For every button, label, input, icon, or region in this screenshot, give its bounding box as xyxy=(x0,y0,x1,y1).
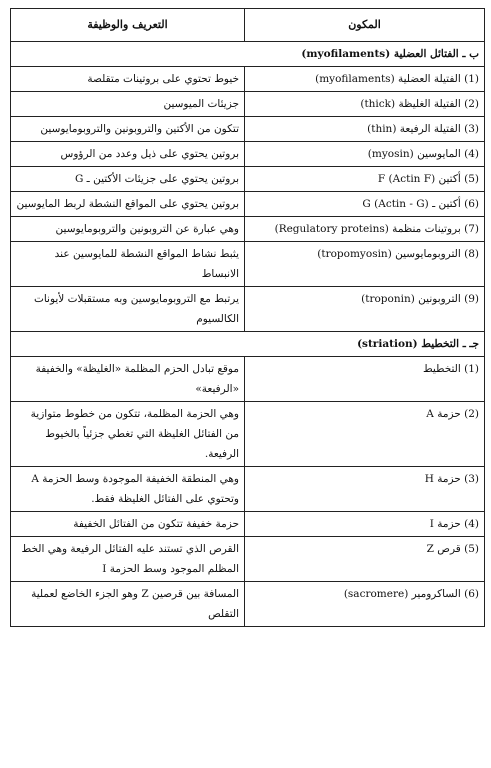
component-cell: (3) حزمة H xyxy=(245,467,485,512)
component-cell: (3) الفتيلة الرفيعة (thin) xyxy=(245,117,485,142)
definition-cell: حزمة خفيفة تتكون من الفتائل الخفيفة xyxy=(11,512,245,537)
component-cell: (9) التروبونين (troponin) xyxy=(245,287,485,332)
definition-cell: وهي عبارة عن التروبونين والتروبومايوسين xyxy=(11,217,245,242)
component-cell: (7) بروتينات منظمة (Regulatory proteins) xyxy=(245,217,485,242)
component-cell: (5) قرص Z xyxy=(245,537,485,582)
table-row xyxy=(11,142,485,167)
definition-cell: يرتبط مع التروبومايوسين وبه مستقبلات لأيونات الكالسيوم xyxy=(11,287,245,332)
component-cell: (5) أكتين F (Actin F) xyxy=(245,167,485,192)
definition-cell: تتكون من الأكتين والتروبونين والتروبومايوسين xyxy=(11,117,245,142)
table-row xyxy=(11,357,485,402)
definition-header: التعريف والوظيفة xyxy=(11,9,245,42)
definition-cell: وهي الحزمة المظلمة، تتكون من خطوط متوازية من الفتائل الغليظة التي تغطي جزئياً بالخيوط الرفيعة. xyxy=(11,402,245,467)
component-cell: (2) الفتيلة الغليظة (thick) xyxy=(245,92,485,117)
definition-cell: بروتين يحتوي على ذيل وعدد من الرؤوس xyxy=(11,142,245,167)
table-row xyxy=(11,467,485,512)
section-title-myofilaments: ب ـ الفتائل العضلية (myofilaments) xyxy=(11,42,485,67)
component-cell: (2) حزمة A xyxy=(245,402,485,467)
component-cell: (6) الساكرومير (sacromere) xyxy=(245,582,485,627)
table-row xyxy=(11,67,485,92)
component-cell: (6) أكتين ـ G (Actin - G) xyxy=(245,192,485,217)
table-row xyxy=(11,217,485,242)
header-row xyxy=(11,9,485,42)
definition-cell: بروتين يحتوي على المواقع النشطة لربط المايوسين xyxy=(11,192,245,217)
definition-cell: موقع تبادل الحزم المظلمة «الغليظة» والخفيفة «الرفيعة» xyxy=(11,357,245,402)
table-row xyxy=(11,192,485,217)
definition-cell: القرص الذي تستند عليه الفتائل الرفيعة وهي الخط المظلم الموجود وسط الحزمة I xyxy=(11,537,245,582)
table-row xyxy=(11,402,485,467)
section-row xyxy=(11,332,485,357)
component-cell: (8) التروبومايوسين (tropomyosin) xyxy=(245,242,485,287)
table-row xyxy=(11,92,485,117)
definition-cell: خيوط تحتوي على بروتينات متقلصة xyxy=(11,67,245,92)
definition-cell: بروتين يحتوي على جزيئات الأكتين ـ G xyxy=(11,167,245,192)
component-cell: (4) حزمة I xyxy=(245,512,485,537)
table-row xyxy=(11,242,485,287)
table-row xyxy=(11,117,485,142)
definition-cell: جزيئات الميوسين xyxy=(11,92,245,117)
table-row xyxy=(11,287,485,332)
table-row xyxy=(11,512,485,537)
component-header: المكون xyxy=(245,9,485,42)
definition-cell: يثبط نشاط المواقع النشطة للمايوسين عند الانبساط xyxy=(11,242,245,287)
component-cell: (1) التخطيط xyxy=(245,357,485,402)
definition-cell: المسافة بين قرصين Z وهو الجزء الخاضع لعملية التقلص xyxy=(11,582,245,627)
terms-table xyxy=(10,8,485,627)
section-title-striation: جـ ـ التخطيط (striation) xyxy=(11,332,485,357)
component-cell: (1) الفتيلة العضلية (myofilaments) xyxy=(245,67,485,92)
definition-cell: وهي المنطقة الخفيفة الموجودة وسط الحزمة A وتحتوي على الفتائل الغليظة فقط. xyxy=(11,467,245,512)
table-row xyxy=(11,582,485,627)
section-row xyxy=(11,42,485,67)
component-cell: (4) المايوسين (myosin) xyxy=(245,142,485,167)
table-row xyxy=(11,167,485,192)
table-row xyxy=(11,537,485,582)
